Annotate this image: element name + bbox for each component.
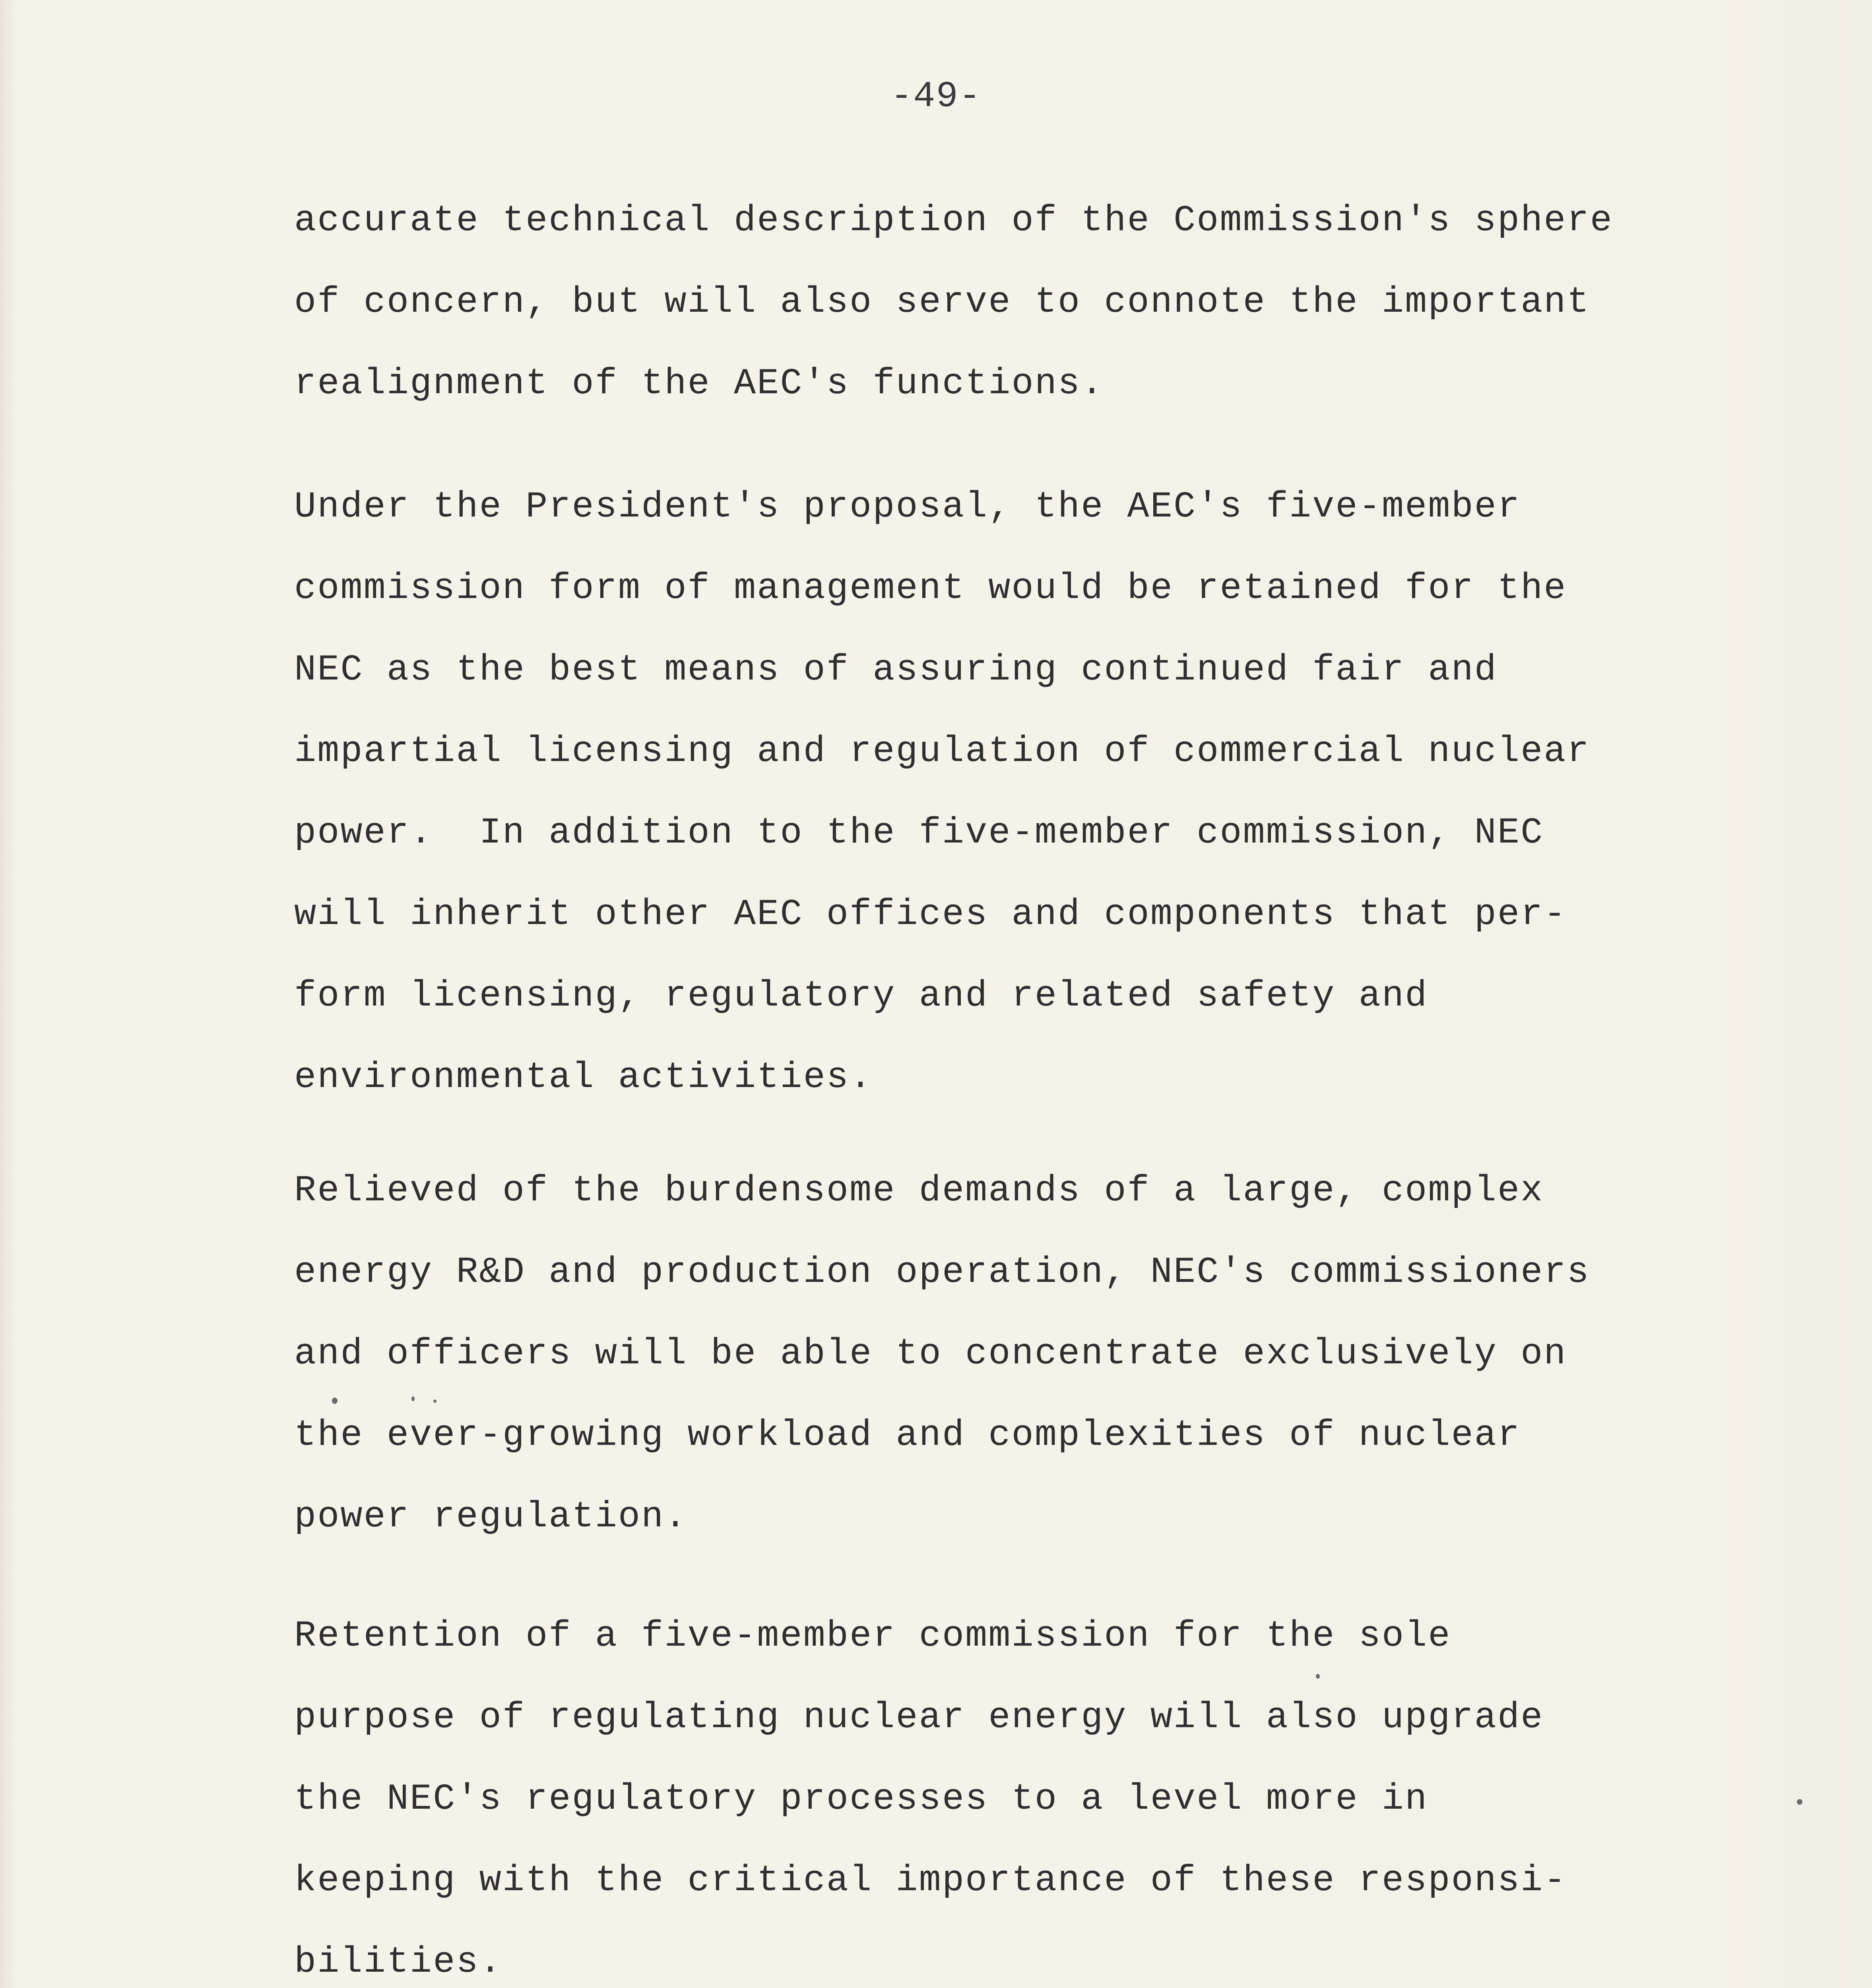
paragraph-2-line-8: environmental activities.	[294, 1056, 873, 1098]
paragraph-4-line-5: bilities.	[294, 1941, 502, 1983]
page-number: -49-	[890, 76, 982, 117]
paragraph-4-line-4: keeping with the critical importance of these responsi-	[294, 1860, 1567, 1901]
paragraph-1-line-3: realignment of the AEC's functions.	[294, 363, 1104, 404]
paragraph-1-line-2: of concern, but will also serve to connote the important	[294, 281, 1590, 323]
paragraph-2-line-2: commission form of management would be retained for the	[294, 567, 1567, 609]
paragraph-3-line-5: power regulation.	[294, 1496, 688, 1538]
scan-speck	[433, 1400, 436, 1403]
paragraph-3-line-1: Relieved of the burdensome demands of a large, complex	[294, 1170, 1544, 1211]
paragraph-2-line-1: Under the President's proposal, the AEC's five-member	[294, 486, 1521, 528]
paragraph-1-line-1: accurate technical description of the Commission's sphere	[294, 200, 1613, 241]
paragraph-4-line-3: the NEC's regulatory processes to a level more in	[294, 1778, 1428, 1820]
paragraph-2-line-5: power. In addition to the five-member commission, NEC	[294, 812, 1544, 854]
scan-speck	[1797, 1799, 1802, 1805]
paragraph-2-line-7: form licensing, regulatory and related safety and	[294, 975, 1428, 1017]
paragraph-3-line-4: the ever-growing workload and complexities of nuclear	[294, 1414, 1521, 1456]
paragraph-2-line-3: NEC as the best means of assuring continued fair and	[294, 649, 1498, 691]
scan-speck	[1316, 1674, 1320, 1679]
paragraph-4-line-2: purpose of regulating nuclear energy will also upgrade	[294, 1697, 1544, 1738]
scan-speck	[332, 1398, 338, 1404]
scan-speck	[411, 1396, 415, 1401]
paragraph-2-line-4: impartial licensing and regulation of commercial nuclear	[294, 730, 1590, 772]
paragraph-2-line-6: will inherit other AEC offices and components that per-	[294, 893, 1567, 935]
paragraph-4-line-1: Retention of a five-member commission for the sole	[294, 1615, 1451, 1657]
paragraph-3-line-3: and officers will be able to concentrate exclusively on	[294, 1333, 1567, 1375]
paragraph-3-line-2: energy R&D and production operation, NEC's commissioners	[294, 1251, 1590, 1293]
